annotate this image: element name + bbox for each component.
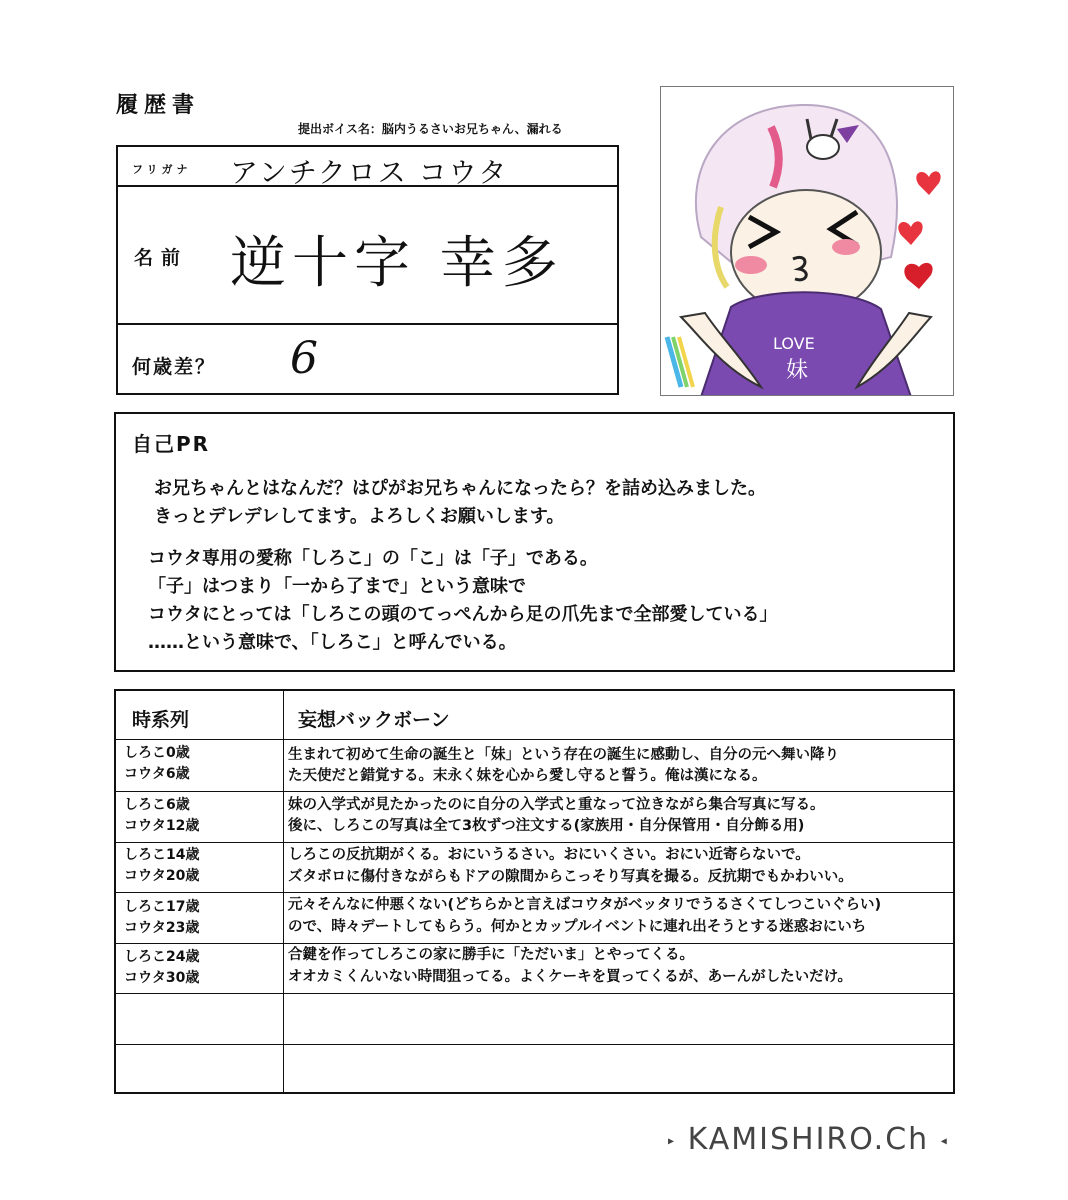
pr-line: お兄ちゃんとはなんだ？はぴがお兄ちゃんになったら？を詰め込みました。 — [154, 478, 766, 499]
logo-right-marker: ◂ — [940, 1133, 949, 1148]
pr-line: コウタ専用の愛称「しろこ」の「こ」は「子」である。 — [148, 548, 598, 569]
document-title: 履歴書 — [116, 93, 201, 118]
age-line: しろこ17歳 — [124, 899, 200, 915]
row-divider — [116, 993, 953, 994]
self-pr-title: 自己PR — [132, 432, 211, 456]
portrait-illustration — [660, 86, 954, 396]
backbone-line: 後に、しろこの写真は全て3枚ずつ注文する(家族用・自分保管用・自分飾る用) — [288, 818, 805, 834]
backbone-line: しろこの反抗期がくる。おにいうるさい。おにいくさい。おにい近寄らないで。 — [288, 847, 810, 863]
pr-line: 「子」はつまり「一から了まで」という意味で — [148, 576, 526, 597]
shirt-text-bottom: 妹 — [786, 358, 809, 383]
row-divider — [118, 323, 617, 325]
portrait-drawing — [661, 87, 954, 396]
age-line: コウタ30歳 — [124, 970, 200, 986]
name-box — [116, 145, 619, 395]
row-divider — [116, 892, 953, 893]
backbone-line: 元々そんなに仲悪くない(どちらかと言えばコウタがベッタリでうるさくてしつこいぐらい) — [288, 897, 882, 913]
backbone-line: た天使だと錯覚する。末永く妹を心から愛し守ると誓う。俺は漢になる。 — [288, 768, 767, 784]
shirt-text-top: LOVE — [773, 334, 815, 353]
row-divider — [116, 842, 953, 843]
voice-name-line: 提出ボイス名：脳内うるさいお兄ちゃん、漏れる — [298, 122, 563, 136]
logo-text: KAMISHIRO.Ch — [687, 1122, 930, 1157]
age-line: コウタ12歳 — [124, 818, 200, 834]
timeline-table — [114, 689, 955, 1094]
self-pr-box — [114, 412, 955, 672]
logo-left-marker: ▸ — [668, 1133, 677, 1148]
row-divider — [116, 739, 953, 740]
age-gap-label: 何歳差？ — [132, 356, 217, 378]
age-line: コウタ20歳 — [124, 868, 200, 884]
row-divider — [116, 943, 953, 944]
age-line: しろこ0歳 — [124, 745, 190, 761]
channel-logo — [668, 1122, 949, 1157]
pr-line: コウタにとっては「しろこの頭のてっぺんから足の爪先まで全部愛している」 — [148, 604, 778, 625]
age-line: しろこ24歳 — [124, 949, 200, 965]
backbone-line: 妹の入学式が見たかったのに自分の入学式と重なって泣きながら集合写真に写る。 — [288, 797, 825, 813]
age-gap-value: 6 — [290, 333, 318, 384]
backbone-line: 合鍵を作ってしろこの家に勝手に「ただいま」とやってくる。 — [288, 947, 694, 963]
backbone-line: ので、時々デートしてもらう。何かとカップルイベントに連れ出そうとする迷惑おにいち — [288, 919, 867, 935]
row-divider — [118, 185, 617, 187]
backbone-header: 妄想バックボーン — [298, 709, 450, 731]
furigana-label: フリガナ — [132, 163, 192, 176]
furigana-value: アンチクロス コウタ — [230, 156, 509, 189]
backbone-line: 生まれて初めて生命の誕生と「妹」という存在の誕生に感動し、自分の元へ舞い降り — [288, 747, 839, 763]
pr-line: きっとデレデレしてます。よろしくお願いします。 — [154, 506, 565, 527]
name-value: 逆十字 幸多 — [230, 231, 564, 296]
row-divider — [116, 791, 953, 792]
row-divider — [116, 1044, 953, 1045]
age-line: コウタ23歳 — [124, 920, 200, 936]
age-line: コウタ6歳 — [124, 766, 190, 782]
name-label: 名前 — [134, 247, 189, 269]
age-line: しろこ14歳 — [124, 847, 200, 863]
backbone-line: ズタボロに傷付きながらもドアの隙間からこっそり写真を撮る。反抗期でもかわいい。 — [288, 869, 853, 885]
pr-line: ……という意味で、「しろこ」と呼んでいる。 — [148, 632, 517, 653]
timeline-header: 時系列 — [132, 709, 190, 731]
backbone-line: オオカミくんいない時間狙ってる。よくケーキを買ってくるが、あーんがしたいだけ。 — [288, 969, 853, 985]
age-line: しろこ6歳 — [124, 797, 190, 813]
